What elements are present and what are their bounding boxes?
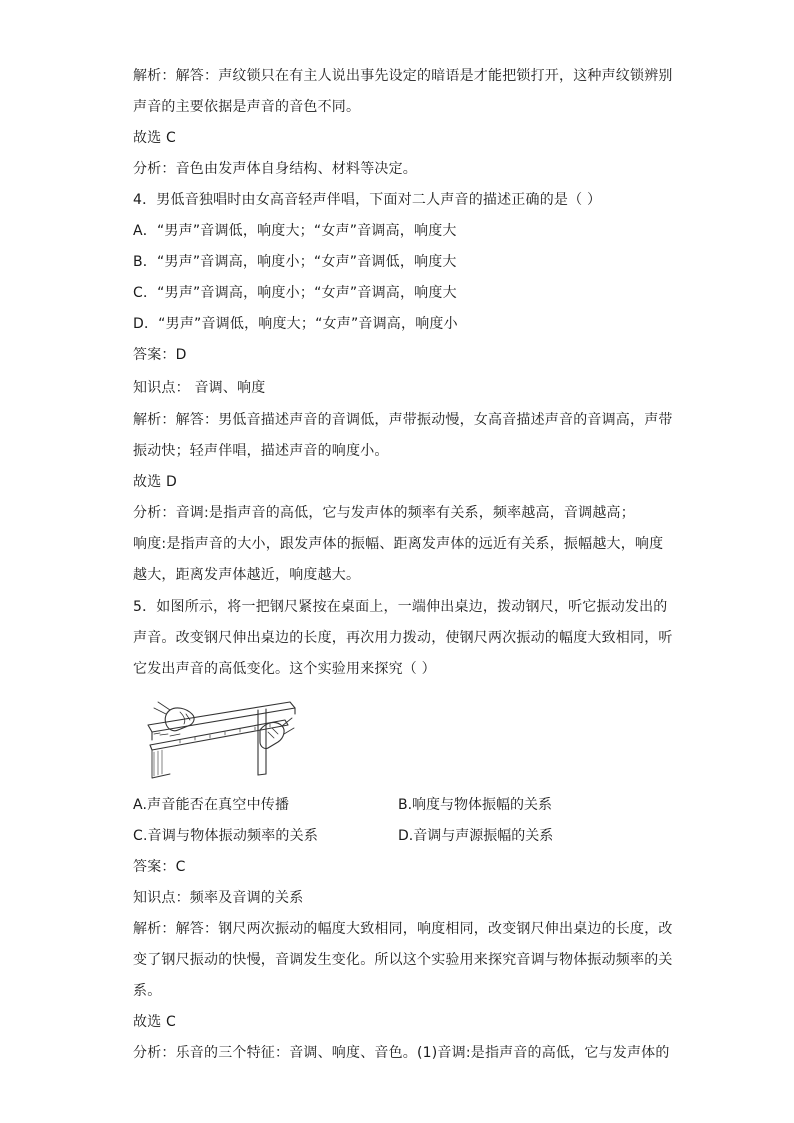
text-line: 振动快；轻声伴唱，描述声音的响度小。: [133, 443, 389, 459]
ruler-on-table-figure: [140, 690, 300, 785]
question-4-option-a: A．“男声”音调低，响度大；“女声”音调高，响度大: [133, 223, 457, 239]
answer-line: 答案：C: [133, 859, 186, 875]
question-5-option-d: D.音调与声源振幅的关系: [398, 828, 554, 844]
text-line: 越大，距离发声体越近，响度越大。: [133, 567, 361, 583]
text-line: 响度:是指声音的大小，跟发声体的振幅、距离发声体的远近有关系，振幅越大，响度: [133, 536, 664, 552]
text-line: 声音的主要依据是声音的音色不同。: [133, 99, 361, 115]
text-line: 故选 D: [133, 474, 178, 490]
question-5-option-c: C.音调与物体振动频率的关系: [133, 828, 319, 844]
text-line: 变了钢尺振动的快慢，音调发生变化。所以这个实验用来探究音调与物体振动频率的关: [133, 952, 673, 968]
text-line: 故选 C: [133, 130, 177, 146]
text-line: 故选 C: [133, 1014, 177, 1030]
text-line: 系。: [133, 983, 162, 999]
question-4-option-c: C．“男声”音调高，响度小；“女声”音调高，响度大: [133, 285, 457, 301]
question-5-stem: 5．如图所示，将一把钢尺紧按在桌面上，一端伸出桌边，拨动钢尺，听它振动发出的: [133, 599, 668, 615]
knowledge-point-line: 知识点：频率及音调的关系: [133, 890, 304, 906]
text-line: 分析：音色由发声体自身结构、材料等决定。: [133, 161, 417, 177]
question-5-stem: 声音。改变钢尺伸出桌边的长度，再次用力拨动，使钢尺两次振动的幅度大致相同，听: [133, 630, 673, 646]
question-5-option-b: B.响度与物体振幅的关系: [398, 797, 553, 813]
text-line: 分析：乐音的三个特征：音调、响度、音色。(1)音调:是指声音的高低，它与发声体的: [133, 1045, 670, 1061]
text-line: 解析：解答：声纹锁只在有主人说出事先设定的暗语是才能把锁打开，这种声纹锁辨别: [133, 68, 673, 84]
question-5-option-a: A.声音能否在真空中传播: [133, 797, 290, 813]
answer-line: 答案：D: [133, 347, 187, 363]
question-5-stem: 它发出声音的高低变化。这个实验用来探究（ ）: [133, 661, 436, 677]
text-line: 分析：音调:是指声音的高低，它与发声体的频率有关系，频率越高，音调越高；: [133, 505, 635, 521]
text-line: 解析：解答：男低音描述声音的音调低，声带振动慢，女高音描述声音的音调高，声带: [133, 412, 673, 428]
question-4-option-d: D．“男声”音调低，响度大；“女声”音调高，响度小: [133, 316, 458, 332]
text-line: 解析：解答：钢尺两次振动的幅度大致相同，响度相同，改变钢尺伸出桌边的长度，改: [133, 921, 673, 937]
question-4-option-b: B．“男声”音调高，响度小；“女声”音调低，响度大: [133, 254, 457, 270]
question-4-stem: 4．男低音独唱时由女高音轻声伴唱，下面对二人声音的描述正确的是（ ）: [133, 192, 602, 208]
knowledge-point-line: 知识点： 音调、响度: [133, 380, 266, 396]
